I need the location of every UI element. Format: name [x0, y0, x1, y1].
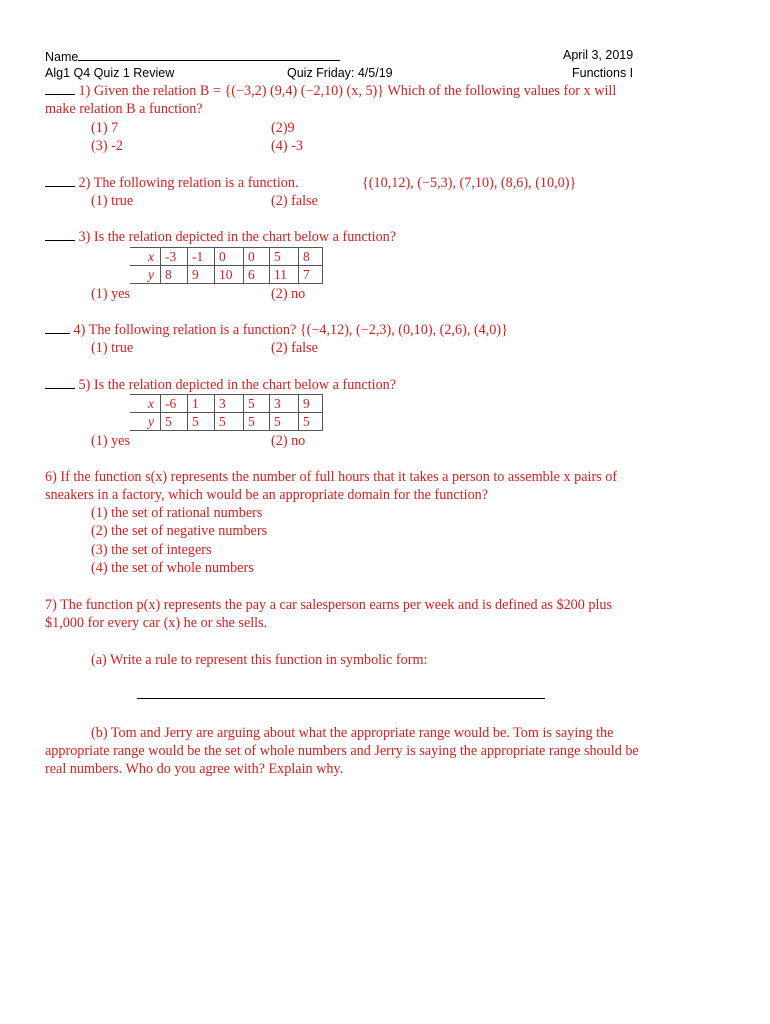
- q3-x-cell: 0: [215, 248, 244, 266]
- q6-choice-4: (4) the set of whole numbers: [91, 560, 254, 576]
- q3-y-cell: 8: [161, 266, 188, 284]
- q5-x-cell: 9: [299, 395, 323, 413]
- q2-choice-2: (2) false: [271, 193, 318, 209]
- q3-x-cell: 5: [270, 248, 299, 266]
- name-label: Name: [45, 48, 340, 64]
- q3-y-cell: 9: [188, 266, 215, 284]
- q3-table: [130, 247, 323, 284]
- q4-answer-blank[interactable]: [45, 321, 70, 334]
- q5-y-cell: 5: [270, 413, 299, 431]
- q2-answer-blank[interactable]: [45, 174, 75, 187]
- topic-title: Functions I: [572, 66, 634, 80]
- q1-stem-cont: make relation B a function?: [45, 101, 203, 117]
- q5-x-label: x: [130, 395, 161, 413]
- q7-answer-line[interactable]: [137, 698, 545, 699]
- q2-relation-set: {(10,12), (−5,3), (7,10), (8,6), (10,0)}: [362, 175, 577, 191]
- q3-y-cell: 6: [244, 266, 270, 284]
- q6-stem-cont: sneakers in a factory, which would be an appropriate domain for the function?: [45, 487, 489, 503]
- q4-choice-1: (1) true: [91, 340, 134, 356]
- name-blank[interactable]: [78, 48, 340, 61]
- q1-stem: 1) Given the relation B = {(−3,2) (9,4) (−2,10) (x, 5)} Which of the following values for x will: [45, 82, 616, 100]
- q3-choice-2: (2) no: [271, 286, 306, 302]
- q1-choice-2: (2)9: [271, 120, 295, 136]
- q3-y-cell: 7: [299, 266, 323, 284]
- q7-stem-cont: $1,000 for every car (x) he or she sells.: [45, 615, 268, 631]
- q3-answer-blank[interactable]: [45, 228, 75, 241]
- q2-stem: 2) The following relation is a function.: [45, 174, 299, 192]
- q5-x-cell: -6: [161, 395, 188, 413]
- q2-choice-1: (1) true: [91, 193, 134, 209]
- q5-x-cell: 5: [244, 395, 270, 413]
- q3-x-cell: 0: [244, 248, 270, 266]
- q3-choice-1: (1) yes: [91, 286, 131, 302]
- q5-x-row: [130, 395, 323, 413]
- q5-y-row: [130, 413, 323, 431]
- q5-table: [130, 394, 323, 431]
- q5-stem: 5) Is the relation depicted in the chart below a function?: [45, 376, 396, 394]
- q1-choice-4: (4) -3: [271, 138, 303, 154]
- q3-x-cell: -1: [188, 248, 215, 266]
- q5-y-cell: 5: [188, 413, 215, 431]
- header-date: April 3, 2019: [563, 48, 634, 62]
- q1-choice-3: (3) -2: [91, 138, 123, 154]
- q3-x-cell: -3: [161, 248, 188, 266]
- quiz-date: Quiz Friday: 4/5/19: [287, 66, 393, 80]
- q5-x-cell: 1: [188, 395, 215, 413]
- q4-stem: 4) The following relation is a function? {(−4,12), (−2,3), (0,10), (2,6), (4,0)}: [45, 321, 508, 339]
- q3-y-cell: 10: [215, 266, 244, 284]
- q3-y-label: y: [130, 266, 161, 284]
- q5-x-cell: 3: [270, 395, 299, 413]
- q4-choice-2: (2) false: [271, 340, 318, 356]
- q5-y-cell: 5: [299, 413, 323, 431]
- q7-stem: 7) The function p(x) represents the pay a car salesperson earns per week and is defined as $200 plus: [45, 597, 613, 613]
- course-title: Alg1 Q4 Quiz 1 Review: [45, 66, 175, 80]
- q5-choice-2: (2) no: [271, 433, 306, 449]
- q5-y-cell: 5: [244, 413, 270, 431]
- q3-x-label: x: [130, 248, 161, 266]
- q6-stem: 6) If the function s(x) represents the number of full hours that it takes a person to assemble x pairs of: [45, 469, 618, 485]
- q5-x-cell: 3: [215, 395, 244, 413]
- q7-part-b-line2: appropriate range would be the set of whole numbers and Jerry is saying the appropriate range should be: [45, 743, 639, 759]
- q7-part-b-line1: (b) Tom and Jerry are arguing about what the appropriate range would be. Tom is saying the: [91, 725, 614, 741]
- q3-stem: 3) Is the relation depicted in the chart below a function?: [45, 228, 396, 246]
- q6-choice-3: (3) the set of integers: [91, 542, 212, 558]
- q5-y-cell: 5: [215, 413, 244, 431]
- q6-choice-1: (1) the set of rational numbers: [91, 505, 263, 521]
- q5-choice-1: (1) yes: [91, 433, 131, 449]
- q3-y-row: [130, 266, 323, 284]
- q1-choice-1: (1) 7: [91, 120, 119, 136]
- q5-y-label: y: [130, 413, 161, 431]
- q3-x-row: [130, 248, 323, 266]
- q5-y-cell: 5: [161, 413, 188, 431]
- q1-answer-blank[interactable]: [45, 82, 75, 95]
- q7-part-b-line3: real numbers. Who do you agree with? Explain why.: [45, 761, 344, 777]
- q3-x-cell: 8: [299, 248, 323, 266]
- q3-y-cell: 11: [270, 266, 299, 284]
- q6-choice-2: (2) the set of negative numbers: [91, 523, 268, 539]
- q5-answer-blank[interactable]: [45, 376, 75, 389]
- q7-part-a: (a) Write a rule to represent this function in symbolic form:: [91, 652, 428, 668]
